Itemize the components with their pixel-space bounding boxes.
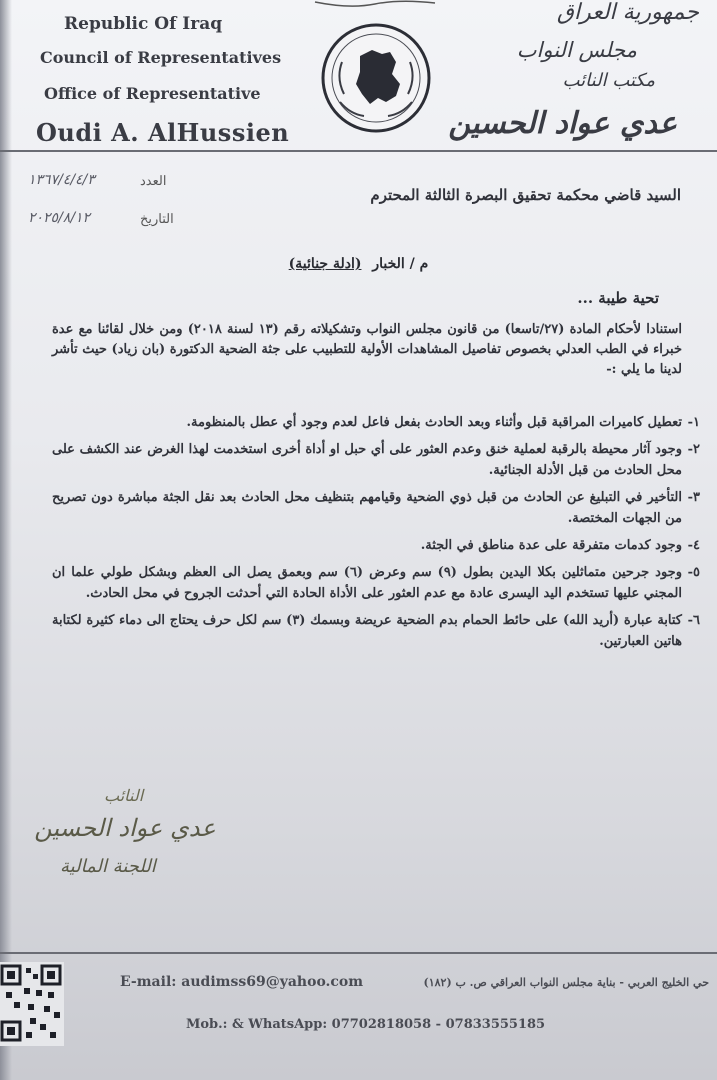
list-item (52, 487, 700, 529)
intro-paragraph (52, 320, 682, 380)
item-text: وجود كدمات متفرقة على عدة مناطق في الجثة. (420, 538, 682, 553)
qr-code-icon (0, 962, 64, 1046)
footer-address: حي الخليج العربي - بناية مجلس النواب العراقي ص. ب (١٨٢) (423, 976, 709, 989)
greeting: تحية طيبة ... (577, 289, 659, 307)
item-number: ٤- (687, 538, 700, 553)
list-item (52, 439, 700, 481)
header-divider (0, 150, 717, 152)
page-edge-shadow (0, 0, 12, 1080)
reference-number-label: العدد (140, 174, 167, 189)
reference-block (28, 166, 208, 236)
reference-date-label: التاريخ (140, 212, 174, 227)
parliament-seal-icon (320, 22, 432, 134)
reference-number: ١٣٦٧/٤/٤/٣ (28, 172, 95, 188)
item-number: ٢- (687, 442, 700, 457)
subject-value: (ادلة جنائية) (288, 256, 362, 272)
intro-text: استنادا لأحكام المادة (٢٧/تاسعا) من قانون مجلس النواب وتشكيلاته رقم (١٣ لسنة ٢٠١٨) ومن خلال لقائنا مع عدة خبراء في الطب العدلي بخصوص تفاصيل المشاهدات الأولية للتطبيب على جثة الضحية الدكتورة (بان زياد) حيث تأشر لدينا ما يلي :- (52, 322, 682, 377)
item-text: وجود آثار محيطة بالرقبة لعملية خنق وعدم العثور على أي حبل او أداة أخرى استخدمت لهذا الغرض عند الكشف على محل الحادث من قبل الأدلة الجنائية. (52, 442, 682, 478)
signature-committee: اللجنة المالية (60, 856, 156, 877)
subject-label: م / الخبار (372, 256, 429, 272)
letterhead-en-line3: Office of Representative (44, 84, 261, 103)
list-item (52, 412, 700, 433)
list-item (52, 562, 700, 604)
footer-phone: Mob.: & WhatsApp: 07702818058 - 07833555185 (186, 1017, 546, 1032)
letterhead-ar-name: عدي عواد الحسين (448, 106, 677, 141)
findings-list (52, 412, 700, 658)
letterhead-en-line2: Council of Representatives (40, 48, 282, 67)
signature-block (20, 780, 240, 900)
item-number: ٦- (687, 613, 700, 628)
signature-name: عدي عواد الحسين (34, 814, 216, 842)
reference-date: ٢٠٢٥/٨/١٢ (28, 210, 91, 226)
addressee: السيد قاضي محكمة تحقيق البصرة الثالثة المحترم (370, 186, 681, 204)
letterhead-ar-line1: جمهورية العراق (556, 0, 699, 25)
item-text: كتابة عبارة (أريد الله) على حائط الحمام بدم الضحية عريضة وبسمك (٣) سم لكل حرف يحتاج الى دماء كثيرة لكتابة هاتين العبارتين. (52, 613, 682, 649)
letterhead-ar-line2: مجلس النواب (516, 38, 637, 62)
footer-email: E-mail: audimss69@yahoo.com (120, 974, 364, 990)
item-text: تعطيل كاميرات المراقبة قبل وأثناء وبعد الحادث بفعل فاعل لعدم وجود أي عطل بالمنظومة. (186, 415, 682, 430)
list-item (52, 610, 700, 652)
letterhead-en-name: Oudi A. AlHussien (36, 118, 290, 147)
subject-line (0, 256, 717, 272)
letterhead-ar-line3: مكتب النائب (562, 70, 655, 91)
item-number: ١- (687, 415, 700, 430)
footer-divider (0, 952, 717, 954)
signature-title: النائب (104, 786, 144, 805)
item-number: ٣- (687, 490, 700, 505)
item-text: التأخير في التبليغ عن الحادث من قبل ذوي الضحية وقيامهم بتنظيف محل الحادث بعد نقل الجثة مباشرة دون تصريح من الجهات المختصة. (52, 490, 682, 526)
item-number: ٥- (687, 565, 700, 580)
top-stamp-mark (310, 0, 440, 10)
item-text: وجود جرحين متماثلين بكلا اليدين بطول (٩) سم وعرض (٦) سم وبعمق يصل الى العظم وبشكل طولي علما ان المجني عليها تستخدم اليد اليسرى عادة مع عدم العثور على الأداة الحادة التي أحدثت الجروح في محل الحادث. (52, 565, 682, 601)
list-item (52, 535, 700, 556)
letterhead-en-line1: Republic Of Iraq (64, 14, 223, 34)
